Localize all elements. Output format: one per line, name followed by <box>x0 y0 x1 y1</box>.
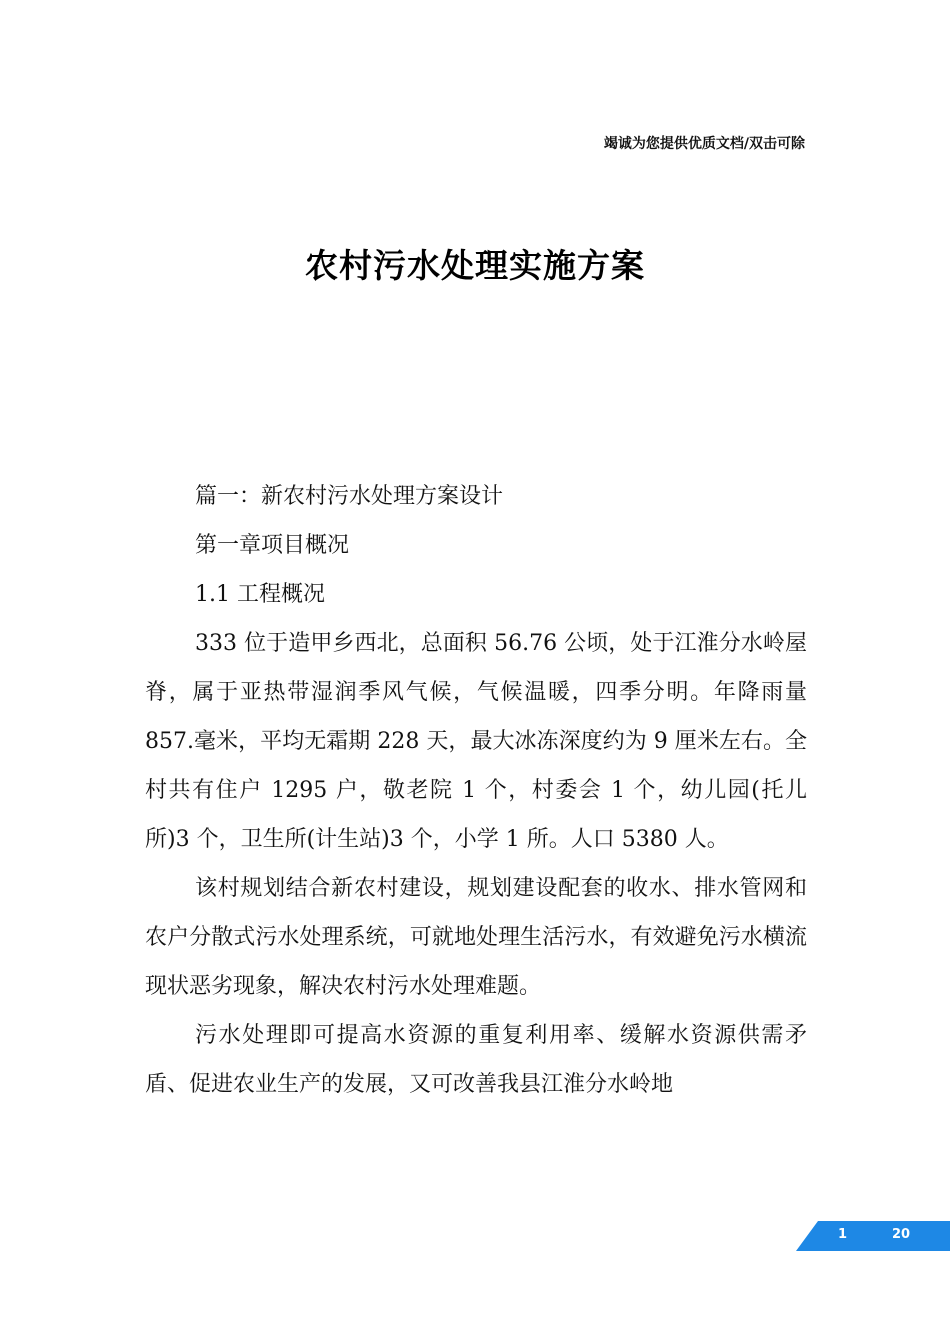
header-note: 竭诚为您提供优质文档/双击可除 <box>603 136 805 152</box>
document-title: 农村污水处理实施方案 <box>305 246 645 285</box>
page-footer-band <box>796 1221 950 1251</box>
section-heading: 篇一：新农村污水处理方案设计 <box>195 484 504 509</box>
page-total: 20 <box>892 1227 911 1242</box>
chapter-heading: 第一章项目概况 <box>195 533 350 558</box>
paragraph-planning: 该村规划结合新农村建设，规划建设配套的收水、排水管网和农户分散式污水处理系统，可就地处理生活污水，有效避免污水横流现状恶劣现象，解决农村污水处理难题。 <box>145 876 807 999</box>
paragraph-benefits: 污水处理即可提高水资源的重复利用率、缓解水资源供需矛盾、促进农业生产的发展，又可改善我县江淮分水岭地 <box>145 1023 807 1097</box>
document-body <box>145 472 807 1109</box>
page-number: 1 <box>838 1227 848 1242</box>
paragraph-overview: 333 位于造甲乡西北，总面积 56.76 公顷，处于江淮分水岭屋脊，属于亚热带湿润季风气候，气候温暖，四季分明。年降雨量 857.毫米，平均无霜期 228 天，最大冰冻深度约为 9 厘米左右。全村共有住户 1295 户，敬老院 1 个，村委会 1 个，幼儿园(托儿所)3 个，卫生所(计生站)3 个，小学 1 所。人口 5380 人。 <box>145 631 807 852</box>
subsection-heading: 1.1 工程概况 <box>195 582 325 607</box>
